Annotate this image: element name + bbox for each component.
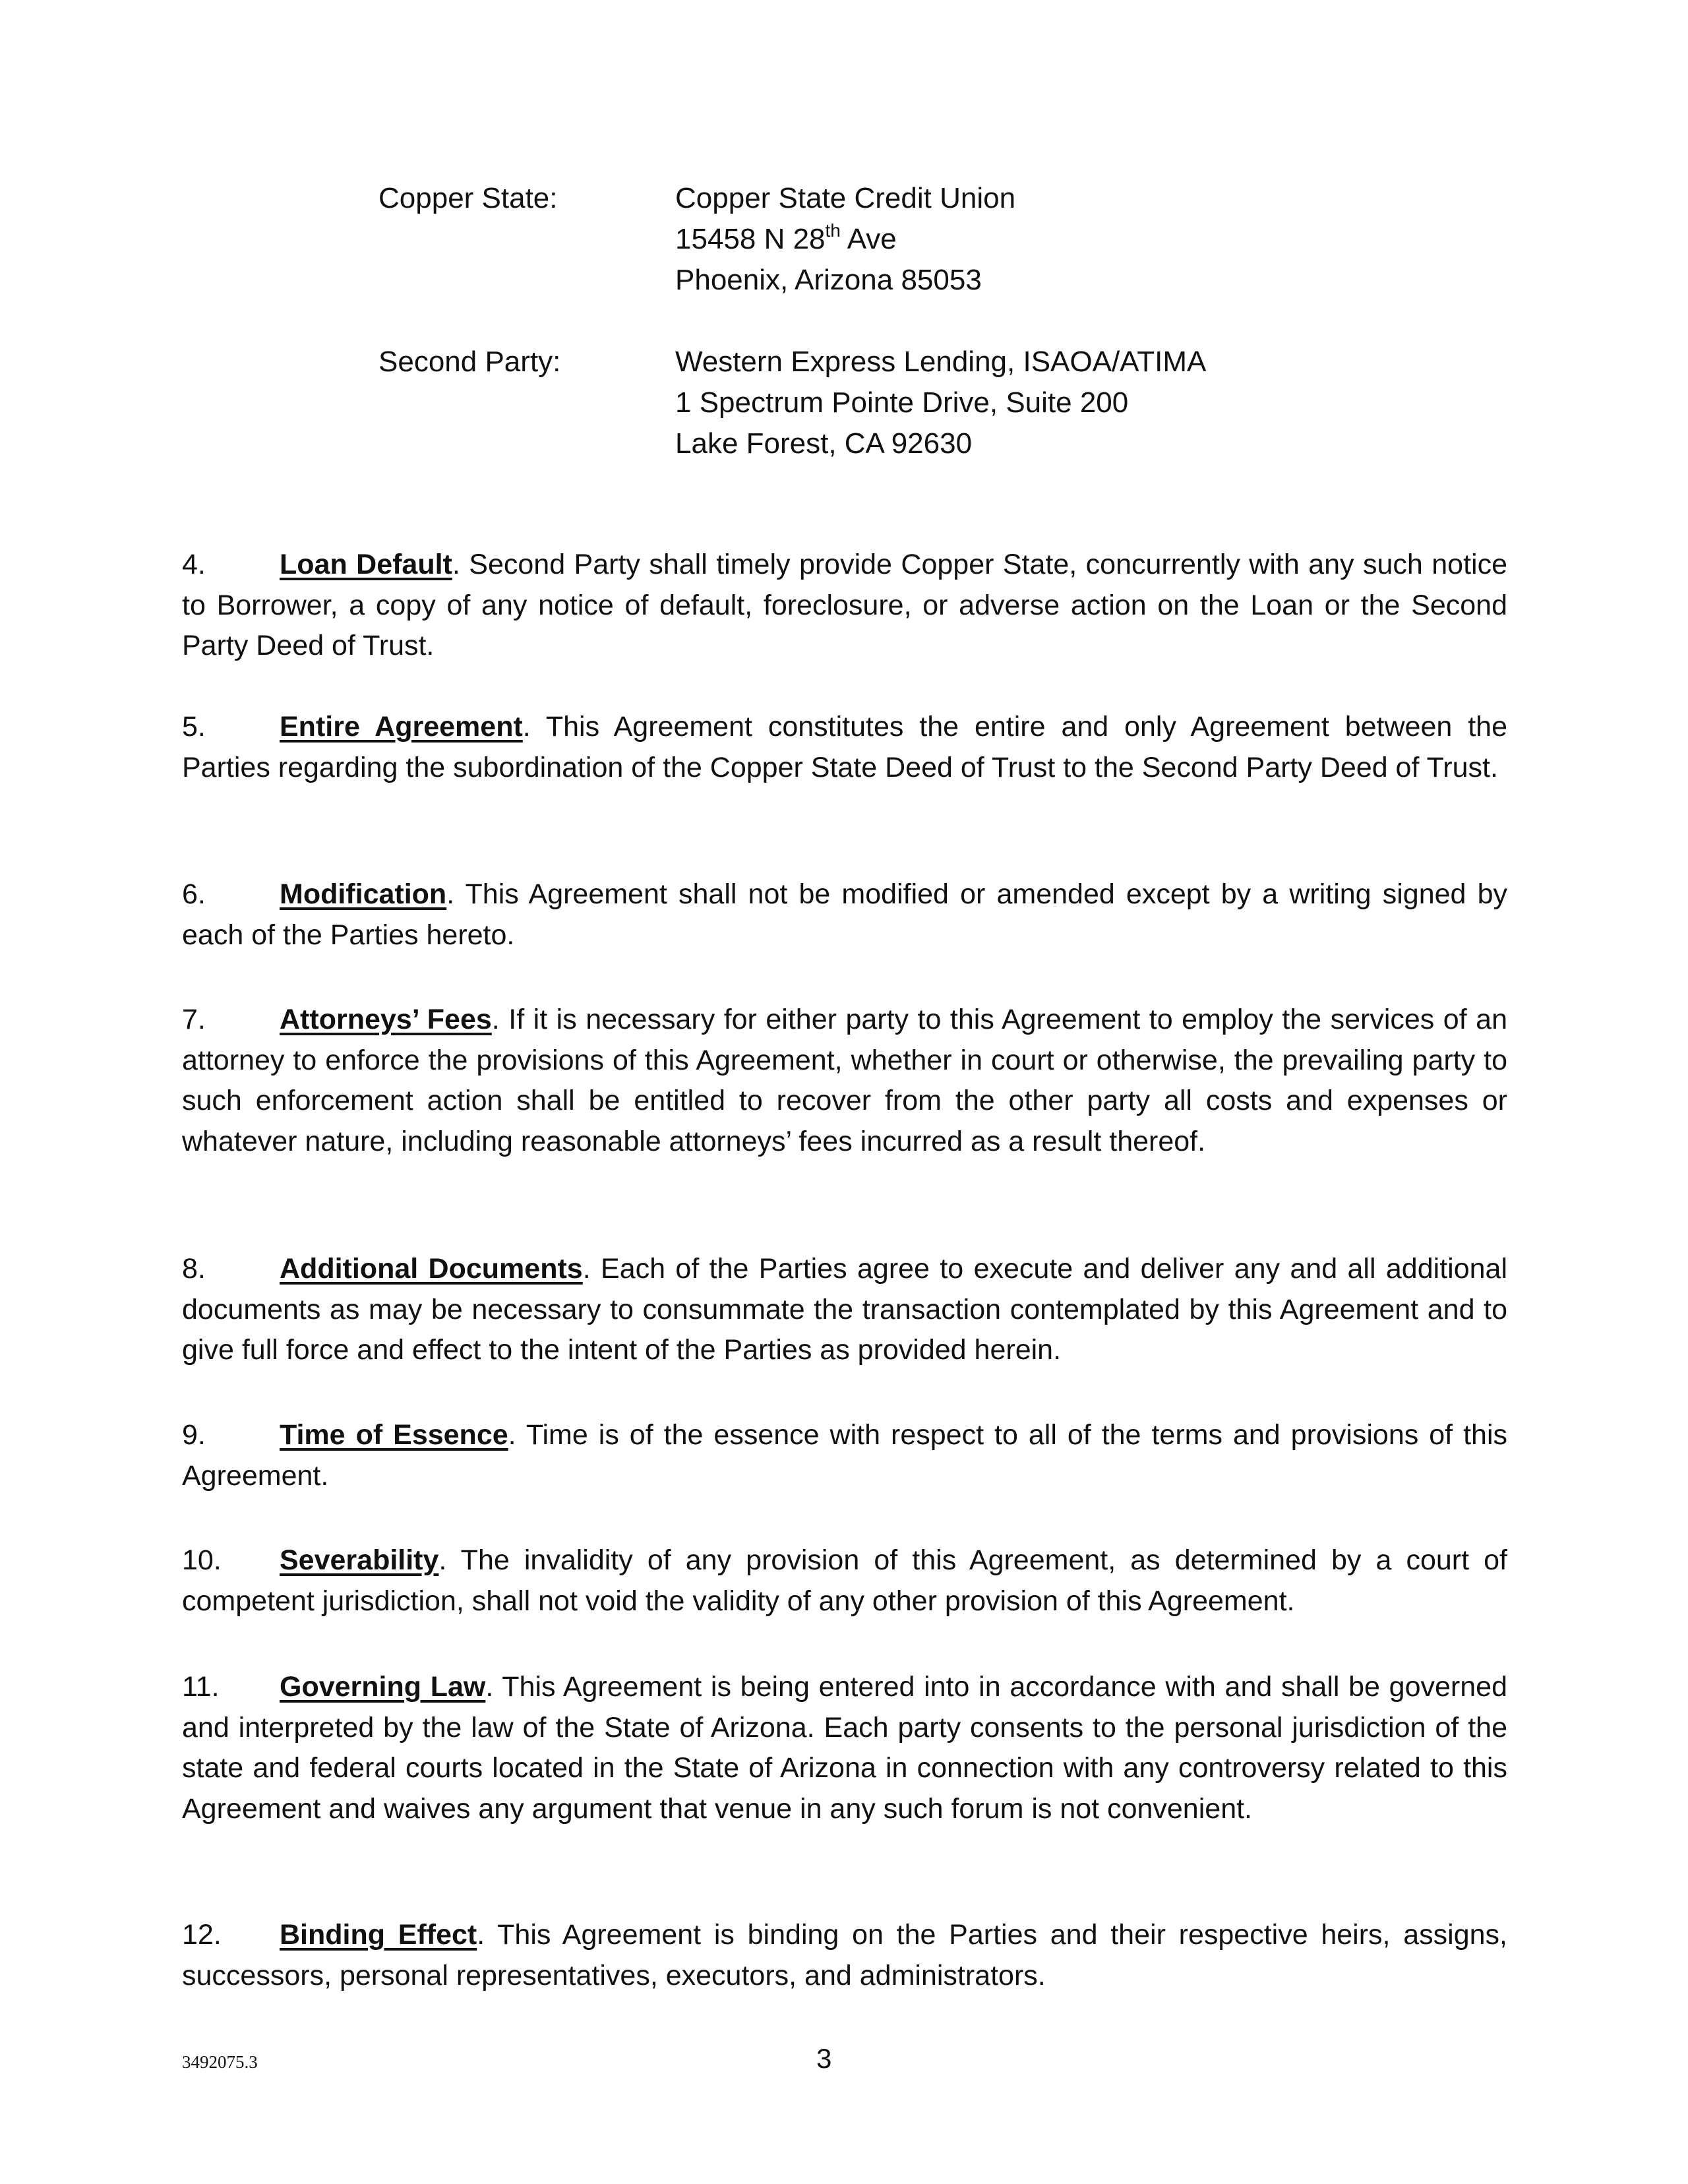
page-number: 3 <box>816 2043 832 2074</box>
section-heading: Binding Effect <box>280 1919 477 1951</box>
section-loan-default: 4. Loan Default. Second Party shall timely provide Copper State, concurrently with any such notice to Borrower, a copy of any notice of default, foreclosure, or adverse action on the Loan or the Second Party Deed of Trust. <box>182 545 1507 667</box>
section-heading: Additional Documents <box>280 1253 583 1285</box>
section-heading: Governing Law <box>280 1671 486 1703</box>
section-attorneys-fees: 7. Attorneys’ Fees. If it is necessary for either party to this Agreement to employ the services of an attorney to enforce the provisions of this Agreement, whether in court or otherwise, the prevailing party to such enforcement action shall be entitled to recover from the other party all costs and expenses or whatever nature, including reasonable attorneys’ fees incurred as a result thereof. <box>182 1000 1507 1162</box>
address-line: Lake Forest, CA 92630 <box>675 427 973 460</box>
section-body: The invalidity of any provision of this Agreement, as determined by a court of competent jurisdiction, shall not void the validity of any other provision of this Agreement. <box>182 1544 1507 1617</box>
second-party-address <box>675 342 1206 464</box>
copper-state-label: Copper State: <box>378 182 558 214</box>
section-additional-documents: 8. Additional Documents. Each of the Parties agree to execute and deliver any and all additional documents as may be necessary to consummate the transaction contemplated by this Agreement and to give full force and effect to the intent of the Parties as provided herein. <box>182 1249 1507 1371</box>
second-party-label: Second Party: <box>378 346 561 378</box>
section-body: Each of the Parties agree to execute and deliver any and all additional documents as may be necessary to consummate the transaction contemplated by this Agreement and to give full force and effect to the intent of the Parties as provided herein. <box>182 1253 1507 1366</box>
section-number: 11. <box>182 1671 220 1703</box>
section-time-of-essence: 9. Time of Essence. Time is of the essence with respect to all of the terms and provisions of this Agreement. <box>182 1415 1507 1496</box>
section-number: 5. <box>182 711 206 743</box>
street-number: 15458 N 28 <box>675 223 826 255</box>
address-line: Phoenix, Arizona 85053 <box>675 264 982 296</box>
section-number: 6. <box>182 878 206 910</box>
address-line: Western Express Lending, ISAOA/ATIMA <box>675 346 1207 378</box>
section-heading: Severability <box>280 1544 439 1576</box>
section-heading: Modification <box>280 878 447 910</box>
street-suffix: Ave <box>840 223 897 255</box>
address-line: Copper State Credit Union <box>675 182 1016 214</box>
section-number: 10. <box>182 1544 222 1576</box>
address-line: 1 Spectrum Pointe Drive, Suite 200 <box>675 386 1129 419</box>
section-number: 8. <box>182 1253 206 1285</box>
section-modification: 6. Modification. This Agreement shall not be modified or amended except by a writing signed by each of the Parties hereto. <box>182 874 1507 956</box>
ordinal-suffix: th <box>825 220 841 241</box>
document-id: 3492075.3 <box>182 2052 258 2072</box>
section-heading: Entire Agreement <box>280 711 523 743</box>
section-body: Time is of the essence with respect to all of the terms and provisions of this Agreement. <box>182 1419 1507 1492</box>
section-heading: Time of Essence <box>280 1419 508 1451</box>
section-heading: Loan Default <box>280 549 452 580</box>
address-line-street <box>675 219 1015 260</box>
section-body: This Agreement constitutes the entire and only Agreement between the Parties regarding the subordination of the Copper State Deed of Trust to the Second Party Deed of Trust. <box>182 711 1507 783</box>
section-governing-law: 11. Governing Law. This Agreement is being entered into in accordance with and shall be governed and interpreted by the law of the State of Arizona. Each party consents to the personal jurisdiction of the state and federal courts located in the State of Arizona in connection with any controversy related to this Agreement and waives any argument that venue in any such forum is not convenient. <box>182 1667 1507 1829</box>
section-body: This Agreement is being entered into in accordance with and shall be governed and interpreted by the law of the State of Arizona. Each party consents to the personal jurisdiction of the state and federal courts located in the State of Arizona in connection with any controversy related to this Agreement and waives any argument that venue in any such forum is not convenient. <box>182 1671 1507 1825</box>
section-number: 7. <box>182 1004 206 1035</box>
section-severability: 10. Severability. The invalidity of any provision of this Agreement, as determined by a court of competent jurisdiction, shall not void the validity of any other provision of this Agreement. <box>182 1540 1507 1622</box>
section-body: This Agreement is binding on the Parties and their respective heirs, assigns, successors, personal representatives, executors, and administrators. <box>182 1919 1507 1991</box>
section-binding-effect: 12. Binding Effect. This Agreement is binding on the Parties and their respective heirs, assigns, successors, personal representatives, executors, and administrators. <box>182 1915 1507 1996</box>
section-number: 4. <box>182 549 206 580</box>
section-body: If it is necessary for either party to this Agreement to employ the services of an attorney to enforce the provisions of this Agreement, whether in court or otherwise, the prevailing party to such enforcement action shall be entitled to recover from the other party all costs and expenses or whatever nature, including reasonable attorneys’ fees incurred as a result thereof. <box>182 1004 1507 1157</box>
section-entire-agreement: 5. Entire Agreement. This Agreement constitutes the entire and only Agreement between the Parties regarding the subordination of the Copper State Deed of Trust to the Second Party Deed of Trust. <box>182 707 1507 788</box>
section-body: Second Party shall timely provide Copper State, concurrently with any such notice to Borrower, a copy of any notice of default, foreclosure, or adverse action on the Loan or the Second Party Deed of Trust. <box>182 549 1507 661</box>
copper-state-address <box>675 178 1015 301</box>
section-number: 9. <box>182 1419 206 1451</box>
section-body: This Agreement shall not be modified or amended except by a writing signed by each of the Parties hereto. <box>182 878 1507 951</box>
section-heading: Attorneys’ Fees <box>280 1004 492 1035</box>
section-number: 12. <box>182 1919 222 1951</box>
